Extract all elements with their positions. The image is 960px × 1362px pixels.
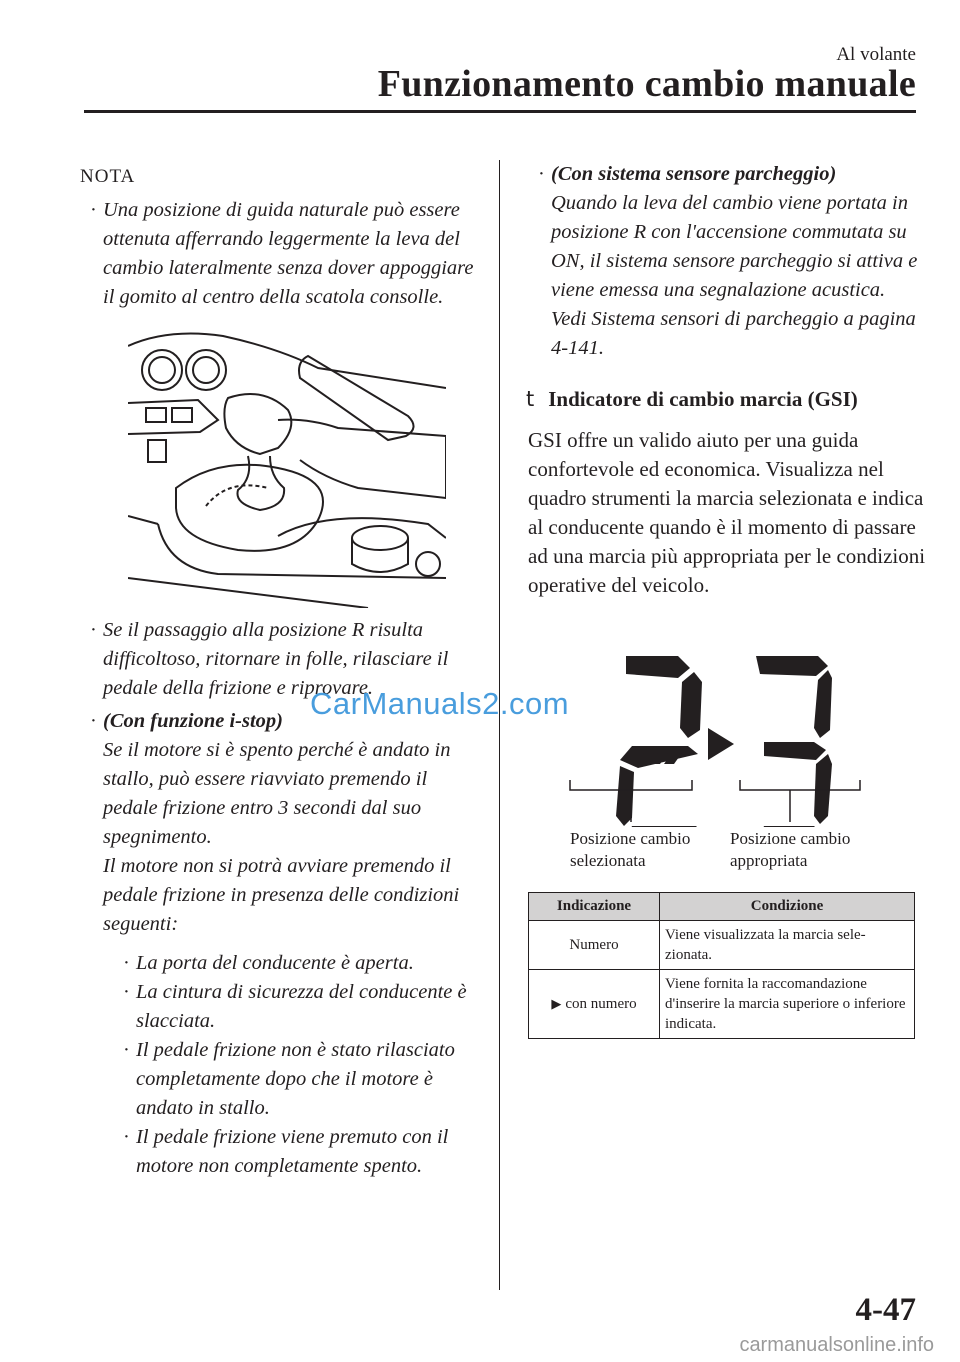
conditions-list — [103, 949, 480, 1181]
left-column — [80, 160, 480, 1185]
caption-line: selezionata — [570, 851, 646, 870]
condition-item — [103, 1036, 480, 1123]
bullet-icon: · — [123, 952, 130, 974]
parking-reference: Vedi Sistema sensori di parcheggio a pagina 4-141. — [551, 308, 916, 359]
table-cell — [529, 970, 660, 1039]
caption-line: Posizione cambio — [730, 829, 851, 848]
table-row — [529, 970, 915, 1039]
header-rule — [84, 110, 916, 113]
right-bracket — [740, 780, 860, 822]
note-item — [80, 196, 480, 312]
gsi-body: GSI offre un valido aiuto per una guida confortevole ed economica. Visualizza nel quadro strumenti la marcia selezionata e indica al conducente quando è il momento di passare ad una marcia più appropriata per le condizioni operative del veicolo. — [528, 428, 926, 597]
bullet-icon: · — [123, 1039, 130, 1061]
indication-text: con numero — [565, 995, 637, 1012]
right-column — [528, 160, 928, 1039]
nota-label: NOTA — [80, 166, 136, 187]
column-divider — [499, 160, 500, 1290]
table-header: Indicazione — [529, 893, 660, 921]
caption-line: appropriata — [730, 851, 808, 870]
caption-line: Posizione cambio — [570, 829, 691, 848]
parking-text: Quando la leva del cambio viene portata in posizione R con l'accensione commutata su ON, il sistema sensore parcheggio si attiva e viene emessa una segnalazione acustica. — [551, 192, 918, 301]
bullet-icon: · — [90, 710, 97, 732]
istop-note — [80, 707, 480, 1181]
watermark: CarManuals2.com — [310, 686, 570, 721]
table-cell: Viene fornita la raccomandazione d'inserire la marcia superiore o inferiore indicata. — [660, 970, 915, 1039]
bullet-icon: · — [90, 619, 97, 641]
chapter-title: Funzionamento cambio manuale — [377, 63, 916, 105]
condition-text: Il pedale frizione viene premuto con il motore non completamente spento. — [136, 1126, 449, 1177]
section-label: Al volante — [836, 44, 916, 65]
caption-selected — [570, 828, 690, 872]
gsi-display-svg — [528, 622, 928, 827]
table-header: Condizione — [660, 893, 915, 921]
shift-arrow-icon — [708, 728, 734, 760]
gsi-display-figure — [528, 622, 928, 872]
caption-appropriate — [730, 828, 850, 872]
bullet-icon: · — [538, 163, 545, 185]
gear-shift-illustration — [128, 328, 446, 608]
condition-item — [103, 978, 480, 1036]
gsi-table — [528, 892, 915, 1039]
recommended-gear-digit — [756, 656, 832, 827]
condition-item — [103, 949, 480, 978]
istop-heading: (Con funzione i-stop) — [103, 710, 283, 732]
bullet-icon: · — [90, 199, 97, 221]
table-cell: Numero — [529, 921, 660, 970]
bullet-icon: · — [123, 981, 130, 1003]
page-number: 4-47 — [855, 1292, 916, 1328]
istop-text: Se il motore si è spento perché è andato in stallo, può essere riavviato premendo il pedale frizione entro 3 secondi dal suo spegnimento. — [103, 739, 451, 848]
parking-note — [528, 160, 928, 363]
condition-text: La porta del conducente è aperta. — [136, 952, 414, 974]
note-text: Una posizione di guida naturale può essere ottenuta afferrando leggermente la leva del cambio lateralmente senza dover appoggiare il gomito al centro della scatola consolle. — [103, 199, 474, 308]
istop-text: Il motore non si potrà avviare premendo il pedale frizione in presenza delle condizioni seguenti: — [103, 855, 460, 935]
gsi-heading-text: Indicatore di cambio marcia (GSI) — [548, 387, 858, 411]
bullet-icon: · — [123, 1126, 130, 1148]
triangle-arrow-icon: ▶ — [551, 996, 562, 1012]
selected-gear-digit — [616, 656, 706, 827]
condition-text: Il pedale frizione non è stato rilasciato completamente dopo che il motore è andato in stallo. — [136, 1039, 455, 1119]
note-text: Se il passaggio alla posizione R risulta difficoltoso, ritornare in folle, rilasciare il pedale della frizione e riprovare. — [103, 619, 449, 699]
condition-text: La cintura di sicurezza del conducente è slacciata. — [136, 981, 467, 1032]
parking-heading: (Con sistema sensore parcheggio) — [551, 163, 837, 185]
table-row — [529, 921, 915, 970]
condition-item — [103, 1123, 480, 1181]
section-marker-icon: t — [526, 387, 535, 411]
footer-watermark: carmanualsonline.info — [739, 1334, 934, 1356]
gsi-heading — [526, 387, 928, 412]
table-cell: Viene visualizzata la marcia sele-zionata. — [660, 921, 915, 970]
